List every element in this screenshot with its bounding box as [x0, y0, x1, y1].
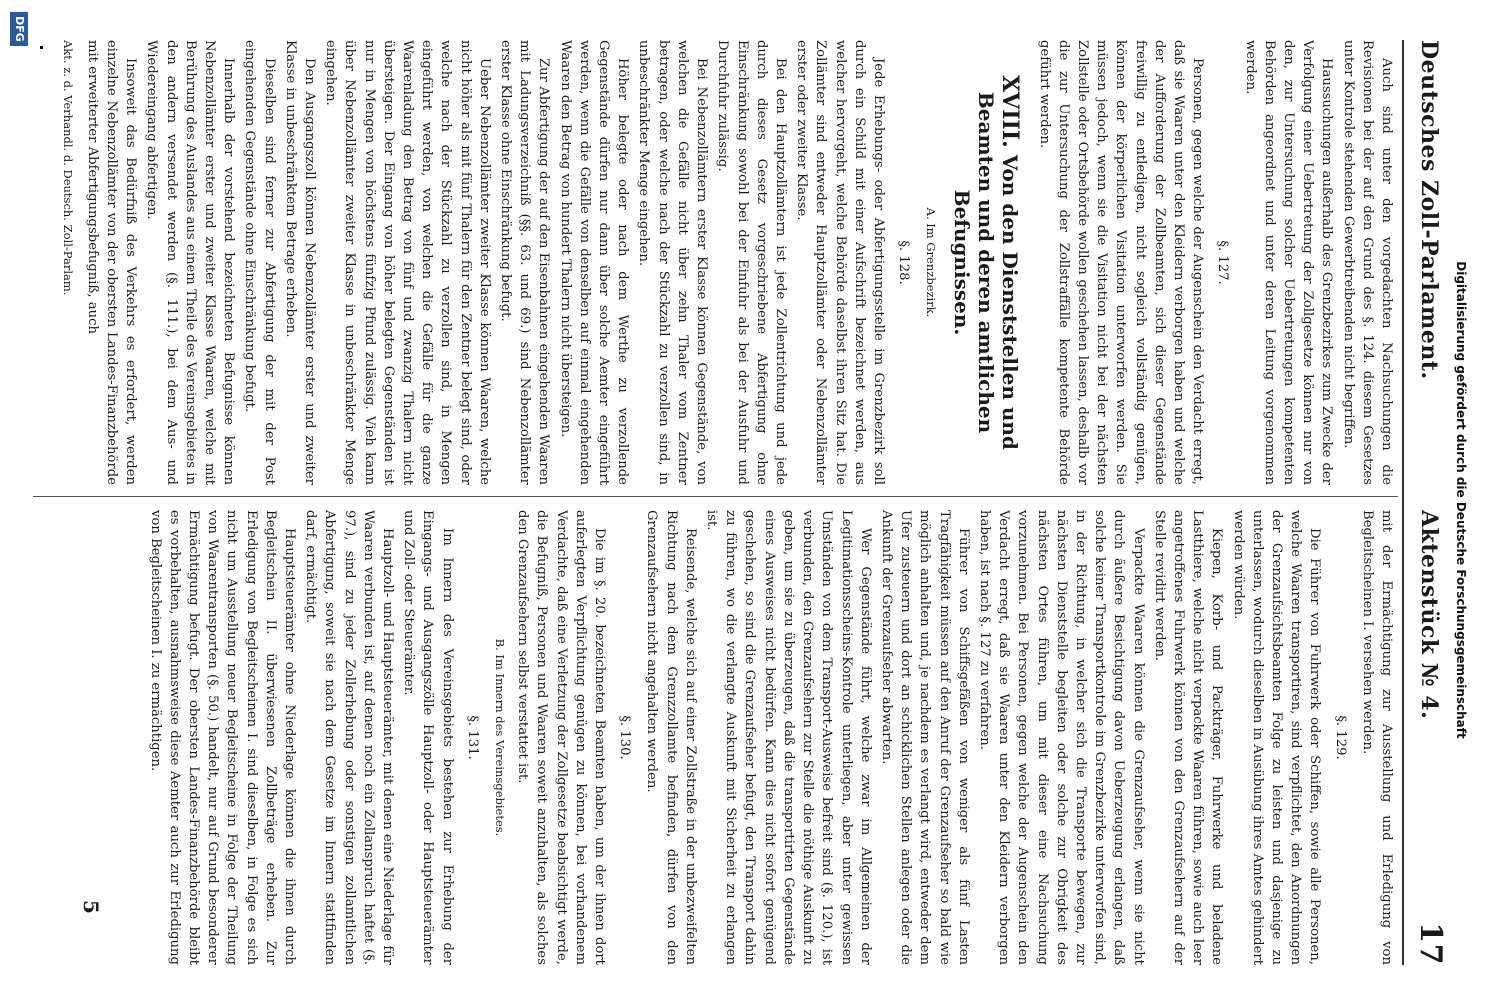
paragraph: Höher belegte oder nach dem Werthe zu verzollende Gegenstände dürfen nur dann über solche Aemter eingeführt werden, wenn die Gefälle von denselben auf einmal eingehenden Waaren den Betrag von hundert Thalern nicht übersteigen. [557, 40, 631, 485]
digitization-credit-bar [1448, 0, 1488, 1000]
paragraph: Hauptsteuerämter ohne Niederlage können die ihnen durch Begleitschein II. überwiesenen Zollbeträge erheben. Zur Erledigung von Begleitscheinen I. sind dieselben, in Folge es sich nicht um Ausstellung neuer Begleitscheine in Folge der Theilung von Waarentransporten (§. 50.) handelt, nur auf Grund besonderer Ermächtigung befugt. Der obersten Landes-Finanzbehörde bleibt es vorbehalten, ausnahmsweise diese Aemter auch zur Erledigung von Begleitscheinen I. zu ermächtigen. [147, 510, 298, 965]
section-number: §. 127. [1215, 240, 1231, 285]
document-number: Aktenstück № 4. [1416, 510, 1442, 720]
section-number: §. 131. [464, 715, 480, 760]
paragraph: Führer von Schiffsgefäßen von weniger als fünf Lasten Tragfähigkeit müssen auf den Anruf der Grenzaufseher so bald wie möglich anhalten und, je nachdem es verlangt wird, entweder dem Ufer zusteuern und dort an schicklichen Stellen anlegen oder die Ankunft der Grenzaufseher abwarten. [878, 510, 971, 965]
subsection-heading: A. Im Grenzbezirk. [924, 207, 939, 318]
paragraph: Ueber Nebenzollämter zweiter Klasse können Waaren, welche nicht höher als mit fünf Thalern für den Zentner belegt sind, oder welche nach der Stückzahl zu verzollen sind, in Mengen eingeführt werden, von welchen die Gefälle für die ganze Waarenladung den Betrag von fünf und zwanzig Thalern nicht übersteigen. Der Eingang von höher belegten Gegenständen ist nur in Mengen von höchstens fünfzig Pfund zulässig. Vieh kann über Nebenzollämter zweiter Klasse in unbeschränkter Menge eingehen. [323, 40, 492, 485]
paragraph: Hauptzoll- und Hauptsteuerämter, mit denen eine Niederlage für Waaren verbunden ist, auf denen noch ein Zollanspruch haftet (§. 97.), sind zu jeder Zollerhebung oder sonstigen zollamtlichen Abfertigung, soweit sie nach dem Gesetze im Innern stattfinden darf, ermächtigt. [303, 510, 396, 965]
paragraph: Dieselben sind ferner zur Abfertigung der mit der Post eingehenden Gegenstände ohne Einschränkung befugt. [242, 40, 277, 485]
scan-speck [40, 46, 43, 49]
chapter-roman: XVIII. [997, 75, 1024, 148]
section-number: §. 130. [617, 715, 633, 760]
digitization-credit: Digitalisierung gefördert durch die Deutsche Forschungsgemeinschaft [1454, 261, 1468, 739]
paragraph: Jede Erhebungs- oder Abfertigungsstelle im Grenzbezirk soll durch ein Schild mit einer Aufschrift bezeichnet werden, aus welcher hervorgeht, welche Behörde daselbst ihren Sitz hat. Die Zollämter sind entweder Hauptzollämter oder Nebenzollämter erster oder zweiter Klasse. [794, 40, 886, 485]
paragraph: Bei Nebenzollämtern erster Klasse können Gegenstände, von welchen die Gefälle nicht über zehn Thaler vom Zentner betragen, oder welche nach der Stückzahl zu verzollen sind, in unbeschränkter Menge eingehen. [636, 40, 710, 485]
paragraph: Personen, gegen welche der Augenschein den Verdacht erregt, daß sie Waaren unter den Kleidern verborgen haben und welche der Aufforderung der Zollbeamten, sich dieser Gegenstände freiwillig zu entledigen, nicht sogleich vollständig genügen, können der körperlichen Visitation unterworfen werden. Sie müssen jedoch, wenn sie die Visitation nicht bei der nächsten Zollstelle oder Ortsbehörde wollen geschehen lassen, deshalb vor die zur Untersuchung der Zollstraffälle kompetente Behörde geführt werden. [1036, 40, 1206, 485]
page-header [1408, 40, 1448, 965]
column-divider [33, 496, 1398, 497]
section-number: §. 129. [1332, 715, 1348, 760]
dfg-logo: DFG [10, 12, 28, 46]
header-rule [1402, 40, 1404, 965]
paragraph: Die Führer von Fuhrwerk oder Schiffen, sowie alle Personen, welche Waaren transportiren, sind verpflichtet, den Anordnungen der Grenzaufsichtsbeamten Folge zu leisten und dasjenige zu unterlassen, wodurch dieselben in Ausübung ihres Amtes gehindert werden würden. [1230, 510, 1323, 965]
paragraph: Auch sind unter den vorgedachten Nachsuchungen die Revisionen bei der auf den Grund des §. 124. diesem Gesetzes unter Kontrole stehenden Gewerbtreibenden nicht begriffen. [1340, 40, 1394, 485]
paragraph: Reisende, welche sich auf einer Zollstraße in der unbezweifelten Richtung nach dem Grenzzollamte befinden, dürfen von den Grenzaufsehern nicht angehalten werden. [644, 510, 698, 965]
paragraph: Wer Gegenstände führt, welche zwar im Allgemeinen der Legitimationsscheins-Kontrole unterliegen, aber unter gewissen Umständen von dem Transport-Ausweise befreit sind (§. 120.), ist verbunden, den Grenzaufsehern zur Stelle die nöthige Auskunft zu geben, um sie zu überzeugen, daß die transportirten Gegenstände eines Ausweises nicht bedürfen. Kann dies nicht sofort genügend geschehen, so sind die Grenzaufseher befugt, den Transport dahin zu führen, wo die verlangte Auskunft mit Sicherheit zu erlangen ist. [704, 510, 873, 965]
paragraph: Im Innern des Vereinsgebiets bestehen zur Erhebung der Eingangs- und Ausgangszölle Hauptzoll- oder Hauptsteuerämter und Zoll- oder Steuerämter. [401, 510, 455, 965]
paragraph: Bei den Hauptzollämtern ist jede Zollentrichtung und jede durch dieses Gesetz vorgeschriebene Abfertigung ohne Einschränkung sowohl bei der Einfuhr als bei der Ausfuhr und Durchfuhr zulässig. [715, 40, 788, 485]
paragraph: mit der Ermächtigung zur Ausstellung und Erledigung von Begleitscheinen I. versehen werden. [1359, 510, 1394, 965]
paragraph: Insoweit das Bedürfniß des Verkehrs es erfordert, werden einzelne Nebenzollämter von der obersten Landes-Finanzbehörde mit erweiterter Abfertigungsbefugniß, auch [84, 40, 139, 485]
signature-mark: 5 [79, 900, 103, 914]
subsection-heading: B. Im Innern des Vereinsgebietes. [493, 638, 508, 837]
page-number: 17 [1413, 922, 1448, 965]
left-column [31, 40, 1396, 485]
running-title: Deutsches Zoll-Parlament. [1416, 40, 1442, 380]
paragraph: Die im §. 20. bezeichneten Beamten haben, um der ihnen dort auferlegten Verpflichtung genügen zu können, bei vorhandenem Verdachte, daß eine Verletzung der Zollgesetze beabsichtigt werde, die Befugniß, Personen und Waaren soweit anzuhalten, als solches den Grenzaufsehern selbst verstattet ist. [515, 510, 608, 965]
paragraph: Verpackte Waaren können die Grenzaufseher, wenn sie nicht durch äußere Besichtigung davon Ueberzeugung erlangen, daß solche keiner Transportkontrole im Grenzbezirke unterworfen sind, in der Richtung, in welcher sich die Transporte bewegen, zur nächsten Dienststelle begleiten oder solche zur Obrigkeit des nächsten Ortes führen, um mit dieser eine Nachsuchung vorzunehmen. Bei Personen, gegen welche der Augenschein den Verdacht erregt, daß sie Waaren unter den Kleidern verborgen haben, ist nach §. 127 zu verfahren. [976, 510, 1146, 965]
chapter-title: Von den Dienststellen und Beamten und deren amtlichen Befugnissen. [950, 91, 1023, 450]
right-column [31, 510, 1396, 965]
paragraph: Innerhalb der vorstehend bezeichneten Befugnisse können Nebenzollämter erster und zweiter Klasse Waaren, welche mit Berührung des Auslandes aus einem Theile des Vereinsgebietes in den andern versendet werden (§. 111.), bei dem Aus- und Wiedereingang abfertigen. [144, 40, 237, 485]
paragraph: Zur Abfertigung der auf den Eisenbahnen eingehenden Waaren mit Ladungsverzeichniß (§§. 63. und 69.) sind Nebenzollämter erster Klasse ohne Einschränkung befugt. [498, 40, 552, 485]
paragraph: Haussuchungen außerhalb des Grenzbezirkes zum Zwecke der Verfolgung einer Uebertretung der Zollgesetze können nur von den, zur Untersuchung solcher Uebertretungen kompetenten Behörden angeordnet und unter deren Leitung vorgenommen werden. [1242, 40, 1335, 485]
section-number: §. 128. [896, 240, 912, 285]
chapter-heading [950, 40, 1022, 485]
paragraph: Den Ausgangszoll können Nebenzollämter erster und zweiter Klasse in unbeschränktem Betrage erheben. [282, 40, 318, 485]
paragraph: Kiepen, Korb- und Packträger, Fuhrwerke und beladene Lastthiere, welche nicht verpackte Waaren führen, sowie auch leer angetroffenes Fuhrwerk können von den Grenzaufsehern auf der Stelle revidirt werden. [1151, 510, 1225, 965]
footnote: Akt. z. d. Verhandl. d. Deutsch. Zoll-Parlam. [60, 40, 75, 296]
